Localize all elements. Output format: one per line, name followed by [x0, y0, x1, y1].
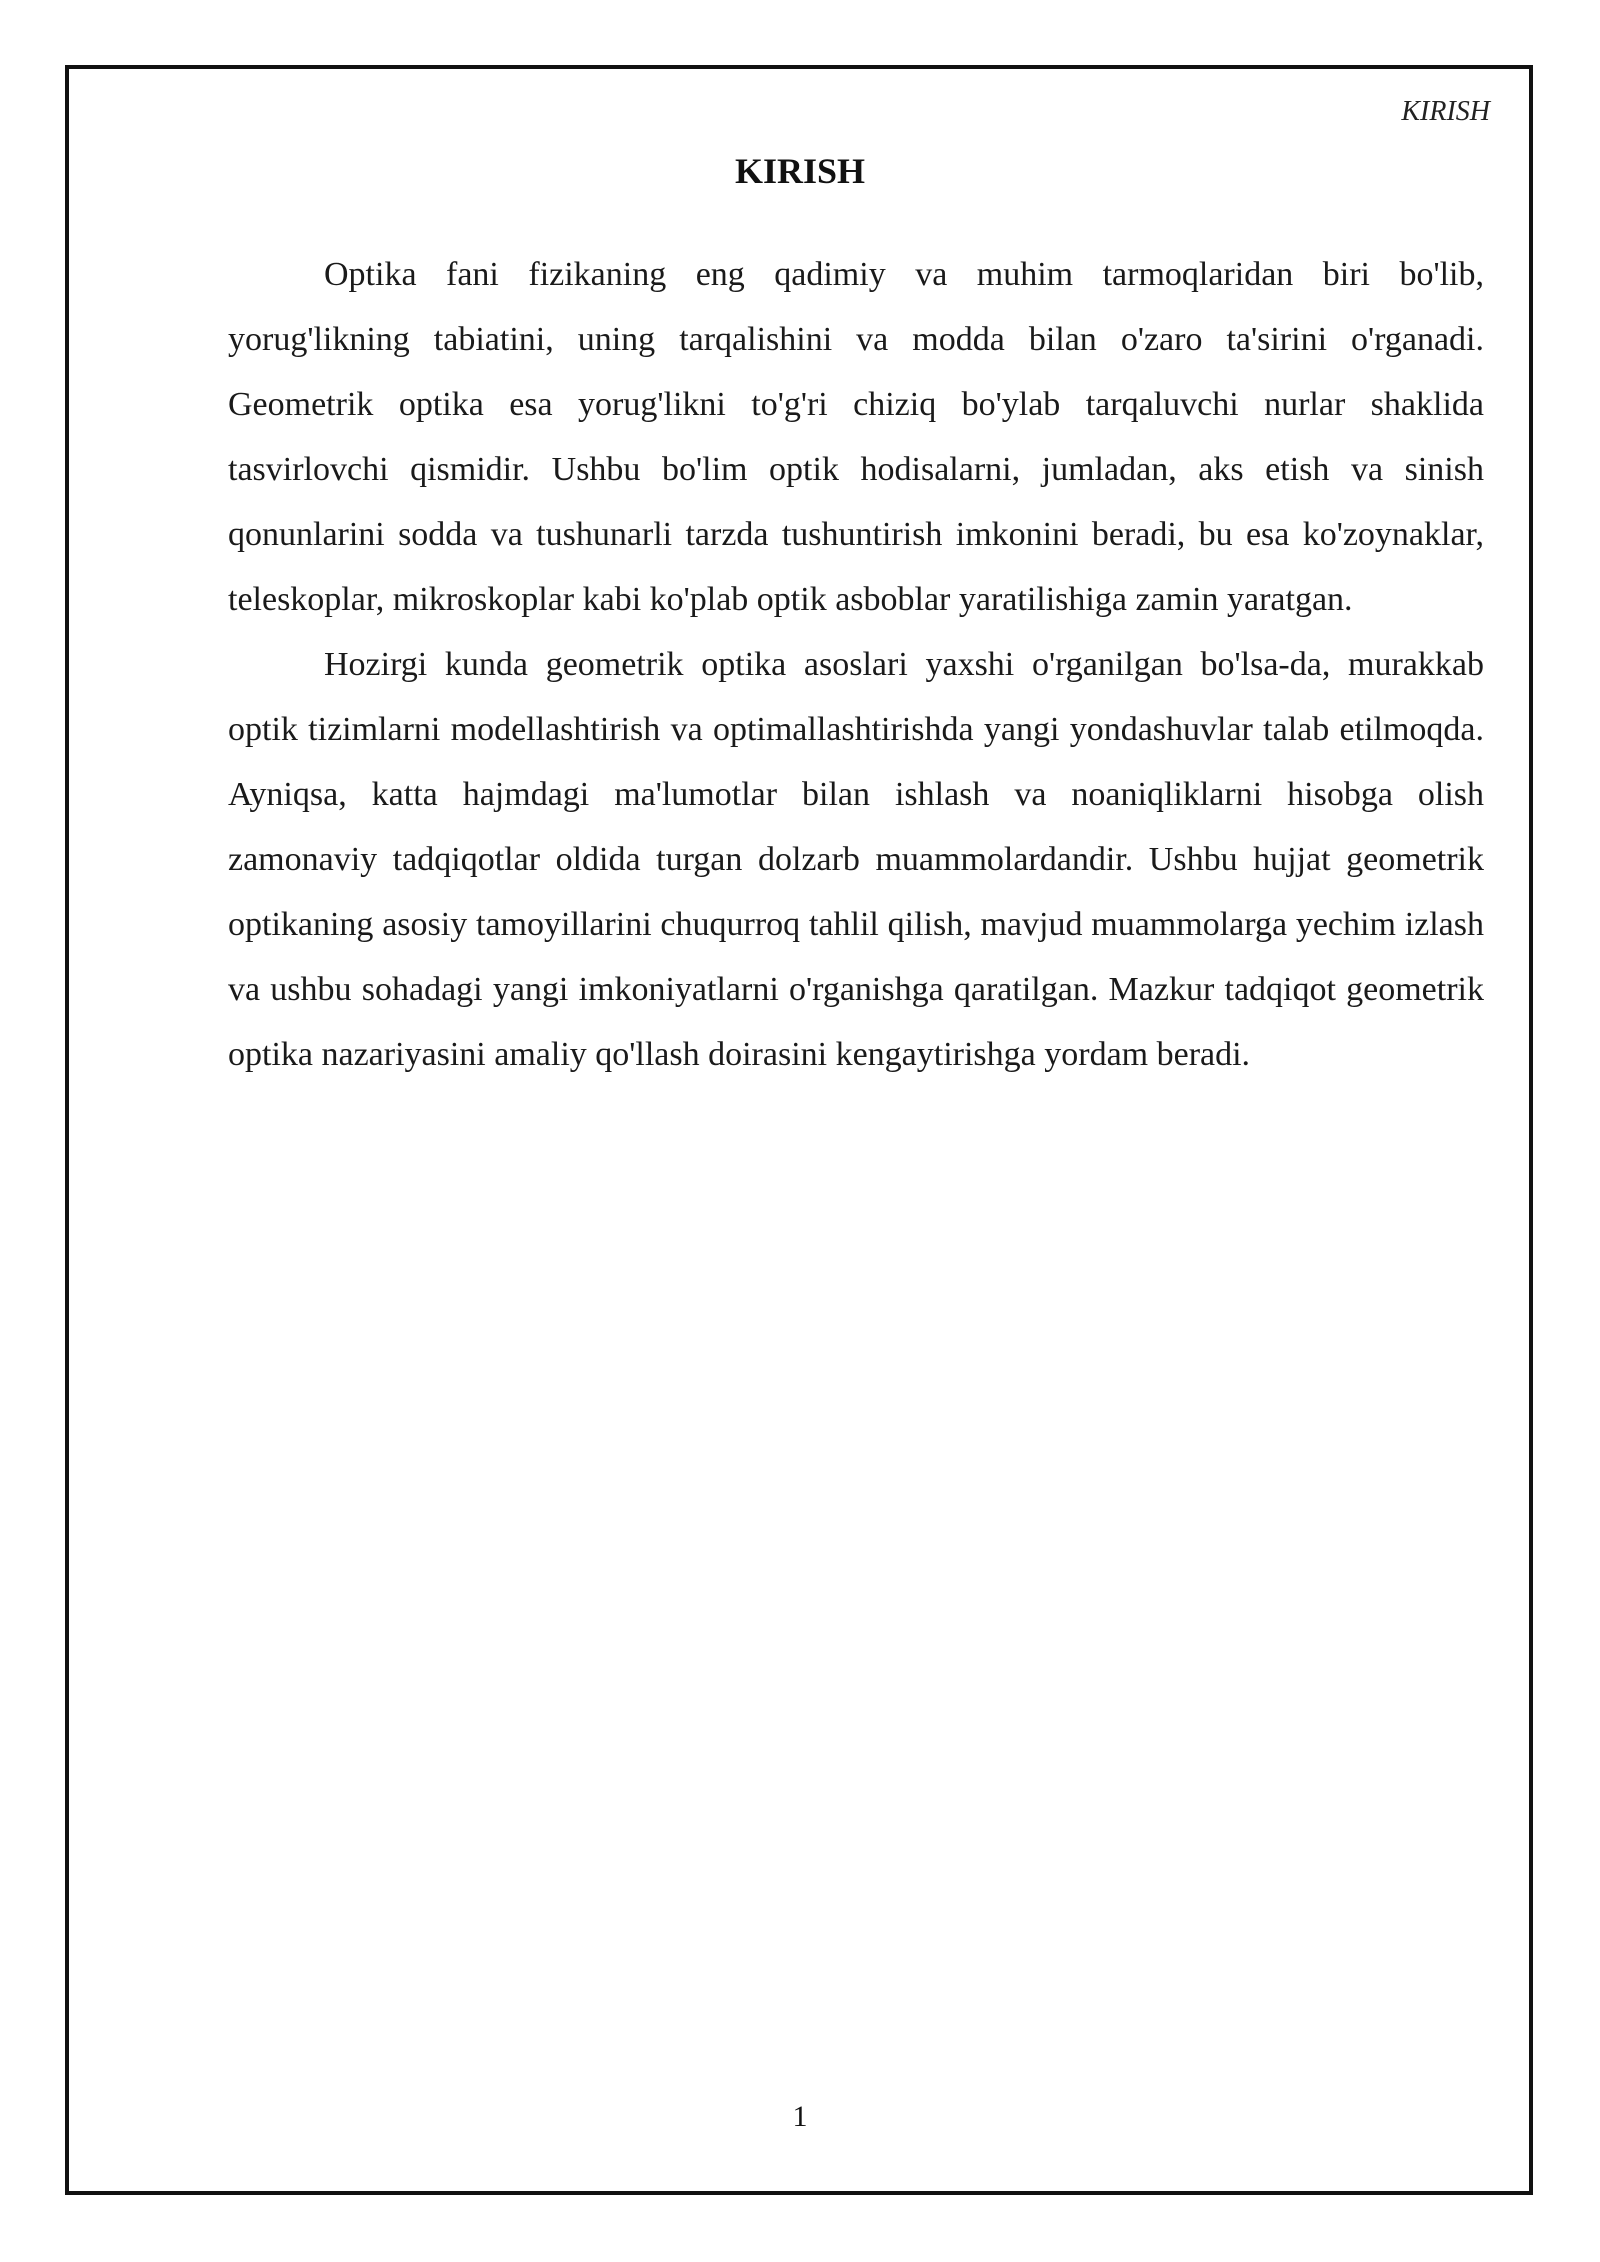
- paragraph-2: Hozirgi kunda geometrik optika asoslari yaxshi o'rganilgan bo'lsa-da, murakkab optik tizimlarni modellashtirish va optimallashtirishda yangi yondashuvlar talab etilmoqda. Ayniqsa, katta hajmdagi ma'lumotlar bilan ishlash va noaniqliklarni hisobga olish zamonaviy tadqiqotlar oldida turgan dolzarb muammolardandir. Ushbu hujjat geometrik optikaning asosiy tamoyillarini chuqurroq tahlil qilish, mavjud muammolarga yechim izlash va ushbu sohadagi yangi imkoniyatlarni o'rganishga qaratilgan. Mazkur tadqiqot geometrik optika nazariyasini amaliy qo'llash doirasini kengaytirishga yordam beradi.: [228, 646, 1484, 1073]
- body-text: [228, 242, 1484, 1087]
- page-number: 1: [792, 2100, 808, 2133]
- paragraph-1: Optika fani fizikaning eng qadimiy va muhim tarmoqlaridan biri bo'lib, yorug'likning tabiatini, uning tarqalishini va modda bilan o'zaro ta'sirini o'rganadi. Geometrik optika esa yorug'likni to'g'ri chiziq bo'ylab tarqaluvchi nurlar shaklida tasvirlovchi qismidir. Ushbu bo'lim optik hodisalarni, jumladan, aks etish va sinish qonunlarini sodda va tushunarli tarzda tushuntirish imkonini beradi, bu esa ko'zoynaklar, teleskoplar, mikroskoplar kabi ko'plab optik asboblar yaratilishiga zamin yaratgan.: [228, 256, 1484, 618]
- running-header: KIRISH: [1401, 96, 1490, 127]
- page-title: KIRISH: [734, 151, 866, 191]
